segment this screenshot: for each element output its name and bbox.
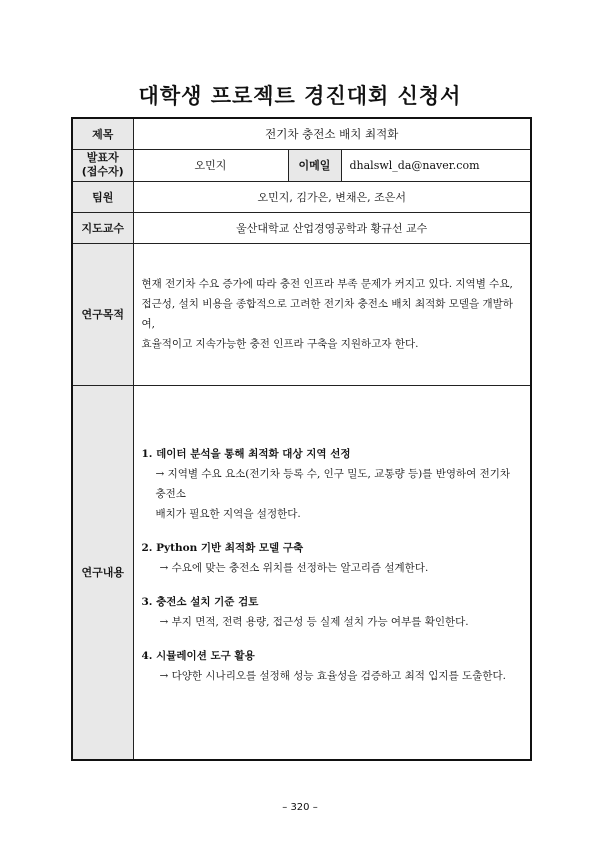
- content-item-title: 3. 충전소 설치 기준 검토: [141, 596, 259, 609]
- content-item-title: 2. Python 기반 최적화 모델 구축: [141, 542, 304, 555]
- content-body: [133, 385, 531, 760]
- email-label: 이메일: [288, 149, 341, 181]
- content-item: [142, 646, 521, 686]
- content-item: [142, 538, 521, 578]
- content-item: [142, 444, 521, 524]
- application-form-table: [71, 117, 532, 761]
- page-number: – 320 –: [282, 802, 318, 813]
- content-label: 연구내용: [72, 385, 133, 760]
- content-item-title: 4. 시뮬레이션 도구 활용: [141, 650, 255, 663]
- content-item-desc: 배치가 필요한 지역을 설정한다.: [155, 508, 301, 521]
- form-title: 대학생 프로젝트 경진대회 신청서: [138, 84, 462, 108]
- content-row: [72, 385, 531, 760]
- purpose-line: 접근성, 설치 비용을 종합적으로 고려한 전기차 충전소 배치 최적화 모델을 개발하여,: [141, 298, 513, 330]
- presenter-label: [72, 149, 133, 181]
- advisor-label: 지도교수: [72, 212, 133, 243]
- subject-row: [72, 118, 531, 149]
- content-item-desc: → 수요에 맞는 충전소 위치를 선정하는 알고리즘 설계한다.: [159, 562, 429, 575]
- subject-label: 제목: [72, 118, 133, 149]
- presenter-label-line1: 발표자: [86, 151, 119, 164]
- advisor-value: 울산대학교 산업경영공학과 황규선 교수: [133, 212, 531, 243]
- purpose-label: 연구목적: [72, 243, 133, 385]
- email-value: dhalswl_da@naver.com: [341, 149, 531, 181]
- purpose-line: 현재 전기차 수요 증가에 따라 충전 인프라 부족 문제가 커지고 있다. 지역별 수요,: [141, 278, 513, 290]
- advisor-row: [72, 212, 531, 243]
- presenter-value: 오민지: [133, 149, 288, 181]
- content-item-desc: → 부지 면적, 전력 용량, 접근성 등 실제 설치 가능 여부를 확인한다.: [159, 616, 469, 629]
- purpose-row: [72, 243, 531, 385]
- content-item-title: 1. 데이터 분석을 통해 최적화 대상 지역 선정: [141, 448, 351, 461]
- subject-value: 전기차 충전소 배치 최적화: [133, 118, 531, 149]
- team-value: 오민지, 김가은, 변채은, 조은서: [133, 181, 531, 212]
- purpose-text: [133, 243, 531, 385]
- team-row: [72, 181, 531, 212]
- team-label: 팀원: [72, 181, 133, 212]
- content-item: [142, 592, 521, 632]
- presenter-label-line2: (접수자): [81, 165, 124, 178]
- purpose-line: 효율적이고 지속가능한 충전 인프라 구축을 지원하고자 한다.: [141, 338, 419, 350]
- content-item-desc: → 지역별 수요 요소(전기차 등록 수, 인구 밀도, 교통량 등)를 반영하여 전기차 충전소: [155, 468, 511, 501]
- presenter-row: [72, 149, 531, 181]
- content-item-desc: → 다양한 시나리오를 설정해 성능 효율성을 검증하고 최적 입지를 도출한다.: [159, 670, 506, 683]
